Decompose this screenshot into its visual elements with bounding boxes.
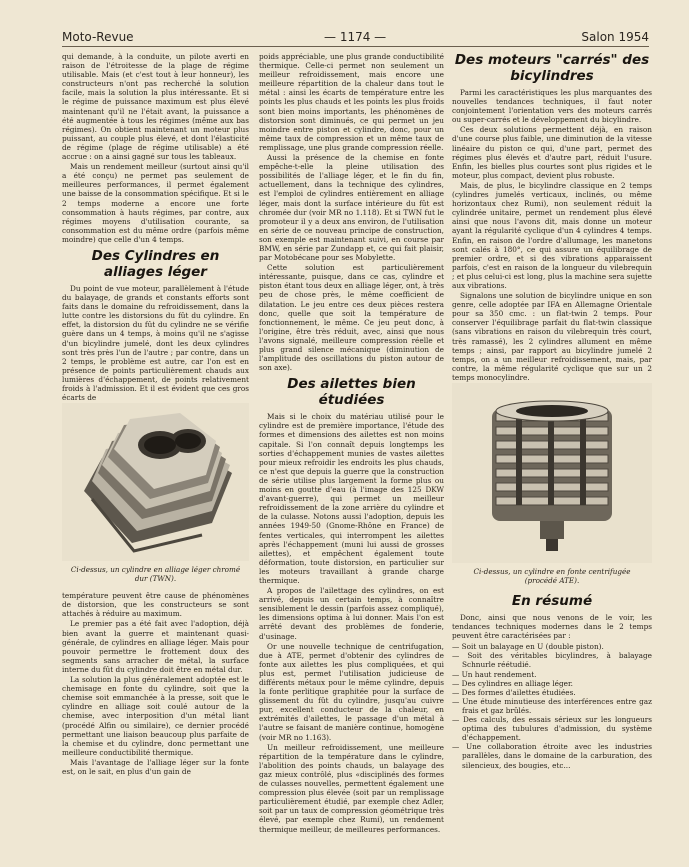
section-heading-ailettes: Des ailettes bien étudiées — [287, 376, 416, 409]
list-item: — Une collaboration étroite avec les industries parallèles, dans le domaine de la carburation, des silencieux, des bougies, etc... — [452, 742, 652, 769]
paragraph: Mais l'avantage de l'alliage léger sur la fonte est, on le sait, en plus d'un gain de — [62, 757, 249, 776]
list-item: — Des formes d'ailettes étudiées. — [452, 688, 652, 697]
figure-caption: Ci-dessus, un cylindre en fonte centrifugée (procédé ATE). — [473, 567, 631, 585]
journal-name: Moto-Revue — [62, 30, 134, 44]
list-item: — Des calculs, des essais sérieux sur les longueurs optima des tubulures d'admission, du système d'échappement. — [452, 715, 652, 742]
paragraph: Le premier pas a été fait avec l'adoption, déjà bien avant la guerre et maintenant quasi-générale, de cylindres en alliage léger. Mais pour pouvoir permettre le frottement doux des segments sans arracher de métal, la surface interne du fût du cylindre doit être en métal dur. — [62, 619, 249, 674]
paragraph: Signalons une solution de bicylindre unique en son genre, celle adoptée par IFA en Allemagne Orientale pour sa 350 cmc. : un flat-twin 2 temps. Pour conserver l'équilibrage parfait du flat-twin classique (sans vibrations en raison du vilebrequin très court, très ramassé), les 2 cylindres allument en même temps ; ainsi, par rapport au bicylindre jumelé 2 temps, on a un meilleur refroidissement, mais, par contre, la même régularité cyclique que sur un 2 temps monocylindre. — [452, 291, 652, 382]
page-header — [62, 30, 649, 50]
paragraph: Ces deux solutions permettent déjà, en raison d'une course plus faible, une diminution de la vitesse linéaire du piston ce qui, d'une part, permet des régimes plus élevés et d'autre part, réduit l'usure. Enfin, les bielles plus courtes sont plus rigides et le moteur, plus compact, devient plus robuste. — [452, 125, 652, 180]
paragraph: Aussi la présence de la chemise en fonte empêche-t-elle la pleine utilisation des possibilités de l'alliage léger, et le fin du fin, actuellement, dans la technique des cylindres, est l'emploi de cylindres entièrement en alliage léger, mais dont la surface intérieure du fût est chromée dur (voir MR no 1.118). Et si TWN fut le promoteur il y a deux ans environ, de l'utilisation en série de ce nouveau principe de construction, son exemple est maintenant suivi, en course par BMW, en série par Zundapp et, ce qui fait plaisir, par Motobécane pour ses Mobylette. — [259, 153, 444, 263]
figure-light-alloy-cylinder — [62, 403, 249, 561]
list-item: — Une étude minutieuse des interférences entre gaz frais et gaz brûlés. — [452, 697, 652, 715]
paragraph: Cette solution est particulièrement intéressante, puisque, dans ce cas, cylindre et piston étant tous deux en alliage léger, ont, à très peu de chose près, le même coefficient de dilatation. Le jeu entre ces deux pièces restera donc, quelle que soit la température de fonctionnement, le même. Ce jeu peut donc, à l'origine, être très réduit, avec, ainsi que nous l'avons signalé, meilleure compression réelle et plus grand silence mécanique (diminution de l'amplitude des oscillations du piston autour de son axe). — [259, 263, 444, 373]
column-1 — [62, 52, 249, 777]
paragraph: Du point de vue moteur, parallèlement à l'étude du balayage, de grands et constants efforts sont faits dans le domaine du refroidissement, dans la lutte contre les distorsions du fût du cylindre. En effet, la distorsion du fût du cylindre ne se vérifie guère dans un 4 temps, à moins qu'il ne s'agisse d'un bicylindre jumelé, dont les deux cylindres sont très près l'un de l'autre ; par contre, dans un 2 temps, le problème est autre, car l'on est en présence de points particulièrement chauds aux lumières d'échappement, de points relativement froids à l'admission. Et il est évident que ces gros écarts de — [62, 283, 249, 403]
section-heading-cylindres: Des Cylindres en alliages léger — [91, 247, 220, 280]
paragraph: A propos de l'ailettage des cylindres, on est arrivé, depuis un certain temps, à connaître sensiblement le dessin (parfois assez compliqué), les dimensions optima à lui donner. Mais l'on est arrêté devant des problèmes de fonderie, d'usinage. — [259, 586, 444, 641]
figure-caption: Ci-dessus, un cylindre en alliage léger chromé dur (TWN). — [70, 565, 241, 584]
section-heading-moteurs-carres: Des moteurs "carrés" des bicylindres — [454, 52, 650, 84]
paragraph: qui demande, à la conduite, un pilote averti en raison de l'étroitesse de la plage de régime utilisable. Mais (et c'est tout à leur honneur), les constructeurs n'ont pas recherché la solution facile, mais la solution la plus intéressante. Et si le régime de puissance maximum est plus élevé maintenant qu'il ne l'était avant, la puissance a été augmentée à tous les régimes (même aux bas régimes). On obtient maintenant un moteur plus puissant, au couple plus élevé, et dont l'élasticité de régime (plage de régime utilisable) a été accrue : on a ainsi gagné sur tous les tableaux. — [62, 52, 249, 162]
list-item: — Des cylindres en alliage léger. — [452, 679, 652, 688]
column-3 — [452, 52, 652, 770]
paragraph: La solution la plus généralement adoptée est le chemisage en fonte du cylindre, soit que la chemise soit emmanchée à la presse, soit que le cylindre en alliage soit coulé autour de la chemise, avec interposition d'un métal liant (procédé Alfin ou similaire), ce dernier procédé permettant une liaison beaucoup plus parfaite de la chemise et du cylindre, donc permettant une meilleure conductibilité thermique. — [62, 675, 249, 757]
list-item: — Soit des véritables bicylindres, à balayage Schnurle réétudié. — [452, 651, 652, 669]
summary-list — [452, 642, 652, 769]
paragraph: température peuvent être cause de phénomènes de distorsion, que les constructeurs se sont attachés à réduire au maximum. — [62, 591, 249, 619]
cylinder-photo — [62, 403, 249, 561]
list-item: — Soit un balayage en U (double piston). — [452, 642, 652, 651]
issue-title: Salon 1954 — [581, 30, 649, 44]
cylinder-photo — [452, 383, 652, 563]
paragraph: Un meilleur refroidissement, une meilleure répartition de la température dans le cylindre, l'abolition des points chauds, un balayage des gaz mieux contrôlé, plus «disciplinés des formes de culasses nouvelles, permettent également une compression plus élevée (soit par un remplissage particulièrement étudié, par exemple chez Adler, soit par un taux de compression géométrique très élevé, par exemple chez Rumi), un rendement thermique meilleur, de meilleures performances. — [259, 742, 444, 834]
paragraph: Parmi les caractéristiques les plus marquantes des nouvelles tendances techniques, il faut noter conjointement l'orientation vers des moteurs carrés ou super-carrés et le développement du bicylindre. — [452, 88, 652, 125]
page-number: — 1174 — — [324, 30, 387, 44]
paragraph: Or une nouvelle technique de centrifugation, due à ATE, permet d'obtenir des cylindres de fonte aux ailettes les plus compliquées, et qui plus est, permet l'utilisation judicieuse de différents métaux pour le même cylindre, depuis la fonte perlitique graphitée pour la surface de glissement du fût du cylindre, jusqu'au cuivre pur, excellent conducteur de la chaleur, en extrémités d'ailettes, le passage d'un métal à l'autre se faisant de manière continue, homogène (voir MR no 1.163). — [259, 641, 444, 742]
header-rule — [62, 46, 649, 47]
paragraph: Mais, de plus, le bicylindre classique en 2 temps (cylindres jumelés verticaux, inclinés, ou même horizontaux chez Rumi), non seulement réduit la cylindrée unitaire, permet un rendement plus élevé ainsi que nous l'avons dit, mais donne un moteur ayant la régularité cyclique d'un 4 cylindres 4 temps. Enfin, en raison de l'ordre d'allumage, les manetons sont calés à 180°, ce qui assure un équilibrage de premier ordre, et si des vibrations apparaissent parfois, c'est en raison de la longueur du vilebrequin ; et plus celui-ci est long, plus la machine sera sujette aux vibrations. — [452, 180, 652, 290]
paragraph: Mais si le choix du matériau utilisé pour le cylindre est de première importance, l'étude des formes et dimensions des ailettes est non moins capitale. Si l'on connaît depuis longtemps les sorties d'échappement munies de vastes ailettes pour mieux refroidir les endroits les plus chauds, ce n'est que depuis la guerre que la construction de série utilise plus largement la forme plus ou moins en goutte d'eau (à l'image des 125 DKW d'avant-guerre), qui permet un meilleur refroidissement de la zone arrière du cylindre et de la culasse. Notons aussi l'adoption, depuis les années 1949-50 (Gnome-Rhône en France) de fentes verticales, qui interrompent les ailettes après l'échappement (muni lui aussi de grosses ailettes), et empêchent également toute déformation, toute distorsion, en particulier sur les moteurs travaillant à grande charge thermique. — [259, 412, 444, 585]
list-item: — Un haut rendement. — [452, 670, 652, 679]
section-heading-resume: En résumé — [511, 593, 593, 609]
paragraph: poids appréciable, une plus grande conductibilité thermique. Celle-ci permet non seulement un meilleur refroidissement, mais encore une meilleure répartition de la chaleur dans tout le métal : ainsi les écarts de température entre les points les plus chauds et les points les plus froids sont bien moins importants, les phénomènes de distorsion sont diminués, ce qui permet un jeu moindre entre piston et cylindre, donc, pour un même taux de compression et un même taux de remplissage, une plus grande compression réelle. — [259, 52, 444, 152]
figure-centrifuged-cylinder — [452, 383, 652, 563]
paragraph: Mais un rendement meilleur (surtout ainsi qu'il a été conçu) ne permet pas seulement de meilleures performances, il permet également une baisse de la consommation spécifique. Et si le 2 temps moderne a encore une forte consommation à hauts régimes, par contre, aux régimes moyens d'utilisation courante, sa consommation est du même ordre (parfois même moindre) que celle d'un 4 temps. — [62, 162, 249, 244]
column-2 — [259, 52, 444, 835]
paragraph: Donc, ainsi que nous venons de le voir, les tendances techniques modernes dans le 2 temps peuvent être caractérisées par : — [452, 613, 652, 641]
